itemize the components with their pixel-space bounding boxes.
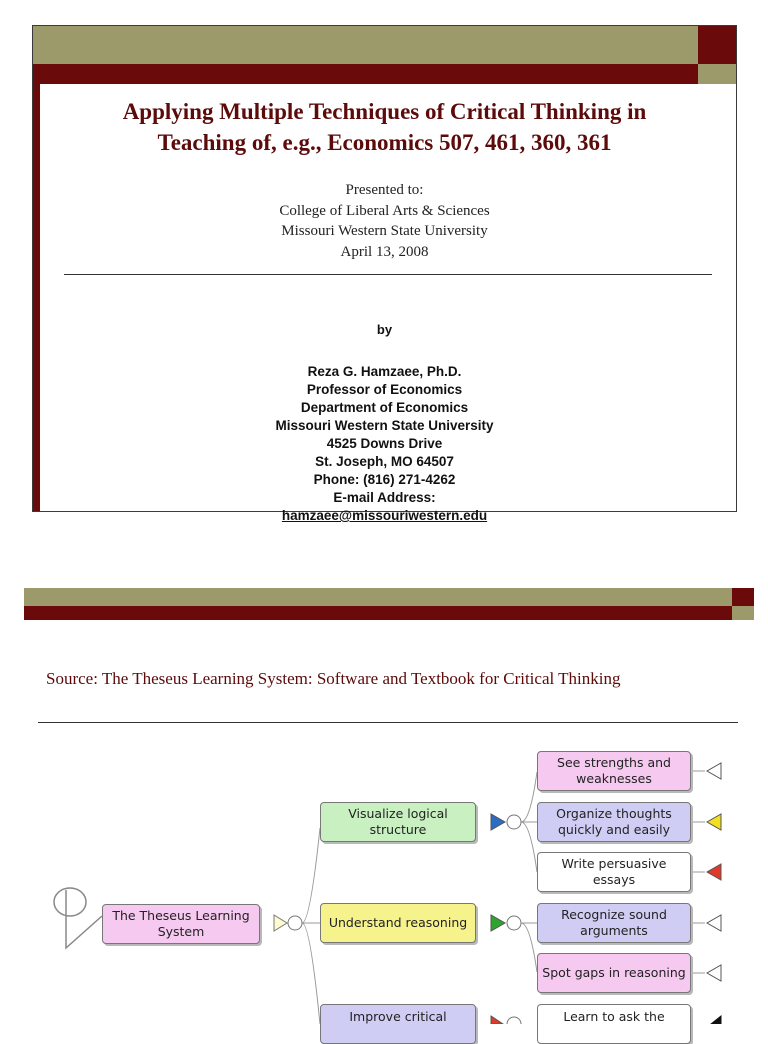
leaf-end-red-icon xyxy=(707,864,721,880)
leaf-end-white-icon xyxy=(707,915,721,931)
author-line: Reza G. Hamzaee, Ph.D. xyxy=(307,364,462,379)
author-line: Professor of Economics xyxy=(306,382,463,397)
presented-line: April 13, 2008 xyxy=(340,243,429,260)
slide-title-line: Teaching of, e.g., Economics 507, 461, 360, 361 xyxy=(157,130,612,155)
green-arrow-icon xyxy=(491,915,521,931)
diagram-leaf-learn: Learn to ask the xyxy=(537,1004,691,1044)
blue-arrow-icon xyxy=(491,814,521,830)
diagram-branch-visualize: Visualize logical structure xyxy=(320,802,476,842)
email-label: E-mail Address: xyxy=(333,490,436,505)
presented-line: Missouri Western State University xyxy=(281,223,488,239)
author-line: Department of Economics xyxy=(300,400,469,415)
diagram-branch-improve: Improve critical xyxy=(320,1004,476,1044)
author-line: Phone: (816) 271-4262 xyxy=(313,472,456,487)
leaf-end-yellow-icon xyxy=(707,814,721,830)
root-connector-icon xyxy=(274,915,302,931)
diagram-leaf-persuasive: Write persuasive essays xyxy=(537,852,691,892)
email-link[interactable]: hamzaee@missouriwestern.edu xyxy=(281,508,488,523)
diagram-leaf-gaps: Spot gaps in reasoning xyxy=(537,953,691,993)
leaf-end-black-icon xyxy=(711,1016,721,1024)
leaf-end-white-icon xyxy=(707,965,721,981)
presented-line: College of Liberal Arts & Sciences xyxy=(279,202,490,219)
presented-line: Presented to: xyxy=(345,182,424,198)
leaf-end-white-icon xyxy=(707,763,721,779)
red-arrow-icon xyxy=(491,1016,521,1024)
diagram-branch-understand: Understand reasoning xyxy=(320,903,476,943)
diagram-root-node: The Theseus Learning System xyxy=(102,904,260,944)
diagram-leaf-organize: Organize thoughts quickly and easily xyxy=(537,802,691,842)
slide-title-line: Applying Multiple Techniques of Critical Thinking in xyxy=(122,99,647,124)
author-line: St. Joseph, MO 64507 xyxy=(315,454,454,469)
source-caption: Source: The Theseus Learning System: Software and Textbook for Critical Thinking xyxy=(46,669,621,688)
root-start-icon xyxy=(54,888,102,948)
author-line: 4525 Downs Drive xyxy=(326,436,443,451)
diagram-leaf-recognize: Recognize sound arguments xyxy=(537,903,691,943)
diagram-leaf-strengths: See strengths and weaknesses xyxy=(537,751,691,791)
author-line: Missouri Western State University xyxy=(275,418,494,433)
by-label: by xyxy=(376,322,393,337)
